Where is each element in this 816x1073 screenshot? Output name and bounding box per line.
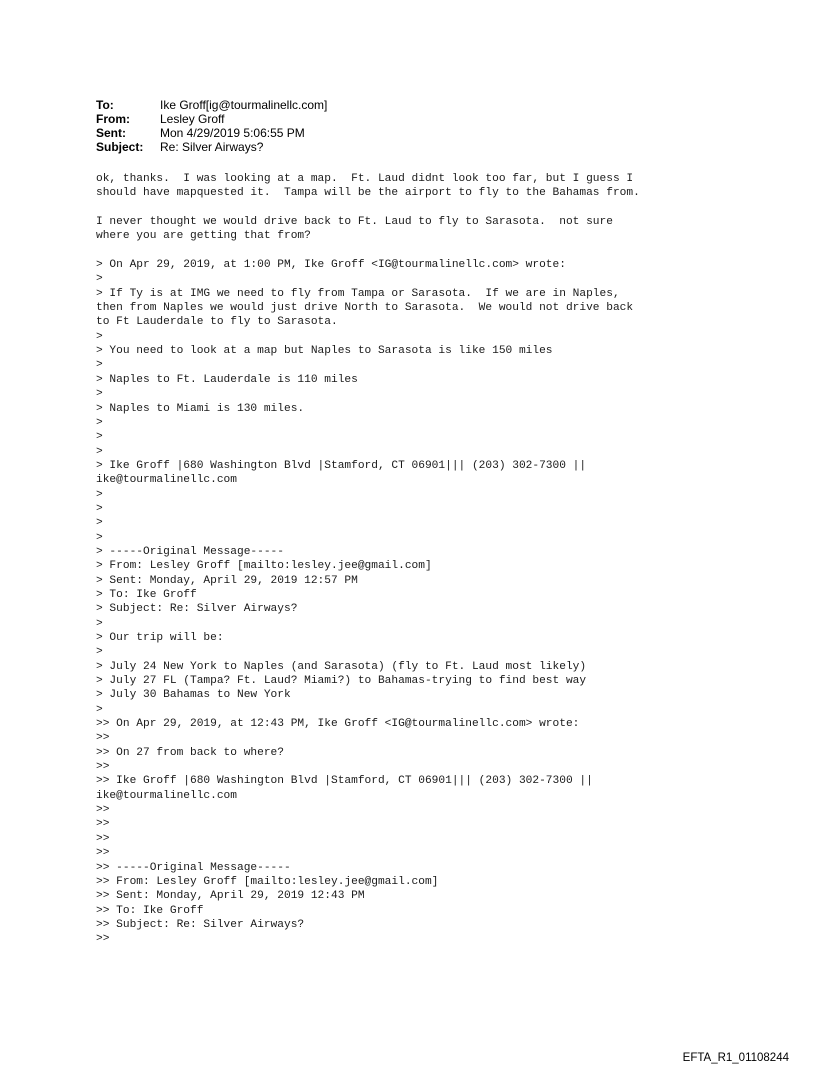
- from-label: From:: [96, 112, 130, 126]
- email-body: [96, 172, 796, 947]
- body-line: >: [96, 431, 103, 444]
- subject-label: Subject:: [96, 140, 144, 154]
- body-line: >> Subject: Re: Silver Airways?: [96, 918, 305, 931]
- body-line: > Our trip will be:: [96, 632, 224, 644]
- body-line: >: [96, 703, 103, 716]
- body-line: >>: [96, 818, 110, 831]
- body-line: > On Apr 29, 2019, at 1:00 PM, Ike Groff <IG@tourmalinellc.com> wrote:: [96, 259, 566, 272]
- body-line: >: [96, 488, 103, 501]
- body-line: >: [96, 388, 103, 401]
- body-line: [96, 244, 796, 258]
- body-line: >> To: Ike Groff: [96, 904, 204, 917]
- body-line: >> On Apr 29, 2019, at 12:43 PM, Ike Groff <IG@tourmalinellc.com> wrote:: [96, 718, 580, 731]
- body-line: >: [96, 330, 103, 343]
- header-to-row: [96, 98, 327, 112]
- body-line: >> Ike Groff |680 Washington Blvd |Stamford, CT 06901||| (203) 302-7300 ||: [96, 775, 593, 788]
- body-line: >: [96, 445, 103, 458]
- body-line: >> Sent: Monday, April 29, 2019 12:43 PM: [96, 890, 365, 903]
- body-line: >> From: Lesley Groff [mailto:lesley.jee@gmail.com]: [96, 875, 439, 888]
- subject-value: Re: Silver Airways?: [160, 140, 264, 154]
- body-line: > You need to look at a map but Naples to Sarasota is like 150 miles: [96, 345, 553, 358]
- body-line: >: [96, 617, 103, 630]
- body-line: should have mapquested it. Tampa will be the airport to fly to the Bahamas from.: [96, 187, 640, 200]
- body-line: ok, thanks. I was looking at a map. Ft. Laud didnt look too far, but I guess I: [96, 173, 634, 185]
- body-line: >>: [96, 804, 110, 817]
- body-line: > Sent: Monday, April 29, 2019 12:57 PM: [96, 574, 358, 587]
- body-line: > Ike Groff |680 Washington Blvd |Stamford, CT 06901||| (203) 302-7300 ||: [96, 459, 587, 472]
- body-line: > Naples to Miami is 130 miles.: [96, 402, 305, 415]
- body-line: > July 30 Bahamas to New York: [96, 689, 291, 702]
- to-value: Ike Groff[ig@tourmalinellc.com]: [160, 98, 328, 112]
- document-id: EFTA_R1_01108244: [682, 1052, 789, 1064]
- header-from-row: [96, 112, 327, 126]
- body-line: > Subject: Re: Silver Airways?: [96, 603, 298, 616]
- body-line: ike@tourmalinellc.com: [96, 474, 237, 487]
- body-line: >>: [96, 761, 110, 774]
- body-line: >>: [96, 933, 110, 946]
- body-line: > Naples to Ft. Lauderdale is 110 miles: [96, 373, 358, 386]
- body-line: then from Naples we would just drive North to Sarasota. We would not drive back: [96, 302, 634, 315]
- header-sent-row: [96, 126, 327, 140]
- body-line: where you are getting that from?: [96, 230, 311, 243]
- body-line: >: [96, 517, 103, 530]
- body-line: > From: Lesley Groff [mailto:lesley.jee@gmail.com]: [96, 560, 432, 573]
- from-value: Lesley Groff: [160, 112, 225, 126]
- body-line: >: [96, 273, 103, 286]
- header-subject-row: [96, 140, 327, 154]
- body-line: I never thought we would drive back to Ft. Laud to fly to Sarasota. not sure: [96, 216, 613, 229]
- to-label: To:: [96, 98, 114, 112]
- body-line: >: [96, 531, 103, 544]
- body-line: >: [96, 646, 103, 659]
- body-line: >> -----Original Message-----: [96, 861, 291, 874]
- body-line: > July 24 New York to Naples (and Sarasota) (fly to Ft. Laud most likely): [96, 660, 587, 673]
- body-line: > July 27 FL (Tampa? Ft. Laud? Miami?) to Bahamas-trying to find best way: [96, 675, 587, 688]
- body-line: > If Ty is at IMG we need to fly from Tampa or Sarasota. If we are in Naples,: [96, 287, 620, 300]
- body-line: > -----Original Message-----: [96, 545, 284, 558]
- body-line: to Ft Lauderdale to fly to Sarasota.: [96, 316, 338, 329]
- body-line: >>: [96, 732, 110, 745]
- sent-value: Mon 4/29/2019 5:06:55 PM: [160, 126, 305, 140]
- body-line: >> On 27 from back to where?: [96, 746, 284, 759]
- body-line: >: [96, 502, 103, 515]
- email-header: [96, 98, 327, 154]
- body-line: >: [96, 359, 103, 372]
- body-line: >>: [96, 847, 110, 860]
- body-line: > To: Ike Groff: [96, 588, 197, 601]
- sent-label: Sent:: [96, 126, 126, 140]
- body-line: >>: [96, 832, 110, 845]
- body-line: [96, 201, 796, 215]
- body-line: ike@tourmalinellc.com: [96, 789, 237, 802]
- body-line: >: [96, 416, 103, 429]
